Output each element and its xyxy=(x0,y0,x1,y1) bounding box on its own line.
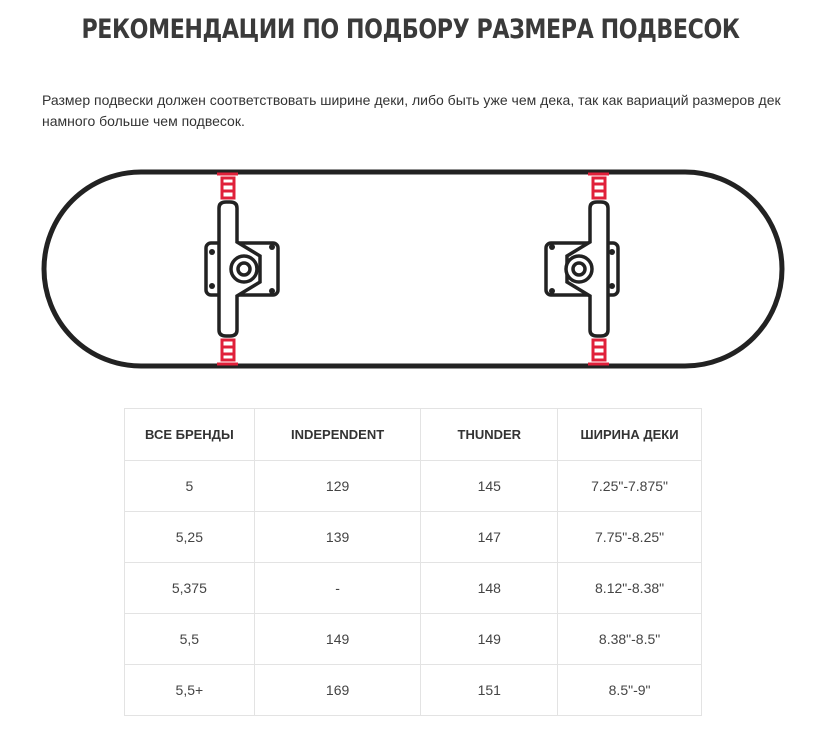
cell-independent: - xyxy=(254,563,421,614)
cell-independent: 129 xyxy=(254,461,421,512)
table-row xyxy=(125,512,702,563)
cell-thunder: 149 xyxy=(421,614,558,665)
cell-independent: 139 xyxy=(254,512,421,563)
cell-thunder: 151 xyxy=(421,665,558,716)
truck-size-table xyxy=(124,408,702,716)
cell-deck-width: 8.12"-8.38" xyxy=(558,563,702,614)
left-truck xyxy=(206,174,278,364)
deck-outline xyxy=(44,172,782,366)
table-row xyxy=(125,614,702,665)
cell-all-brands: 5,5+ xyxy=(125,665,255,716)
table-row xyxy=(125,665,702,716)
page-title: РЕКОМЕНДАЦИИ ПО ПОДБОРУ РАЗМЕРА ПОДВЕСОК xyxy=(81,14,740,45)
skateboard-trucks-icon xyxy=(40,168,786,370)
header-independent: INDEPENDENT xyxy=(254,409,421,461)
cell-all-brands: 5,25 xyxy=(125,512,255,563)
cell-all-brands: 5 xyxy=(125,461,255,512)
cell-thunder: 147 xyxy=(421,512,558,563)
intro-text: Размер подвески должен соответствовать ширине деки, либо быть уже чем дека, так как вариаций размеров дек намного больше чем подвесок. xyxy=(42,92,781,129)
table-row xyxy=(125,563,702,614)
cell-independent: 169 xyxy=(254,665,421,716)
cell-deck-width: 8.38"-8.5" xyxy=(558,614,702,665)
cell-deck-width: 8.5"-9" xyxy=(558,665,702,716)
cell-all-brands: 5,375 xyxy=(125,563,255,614)
table-row xyxy=(125,461,702,512)
header-thunder: THUNDER xyxy=(421,409,558,461)
cell-all-brands: 5,5 xyxy=(125,614,255,665)
cell-deck-width: 7.25"-7.875" xyxy=(558,461,702,512)
cell-independent: 149 xyxy=(254,614,421,665)
cell-thunder: 145 xyxy=(421,461,558,512)
header-deck-width: ШИРИНА ДЕКИ xyxy=(558,409,702,461)
header-all-brands: ВСЕ БРЕНДЫ xyxy=(125,409,255,461)
right-truck xyxy=(546,174,618,364)
cell-deck-width: 7.75"-8.25" xyxy=(558,512,702,563)
table-header-row xyxy=(125,409,702,461)
cell-thunder: 148 xyxy=(421,563,558,614)
